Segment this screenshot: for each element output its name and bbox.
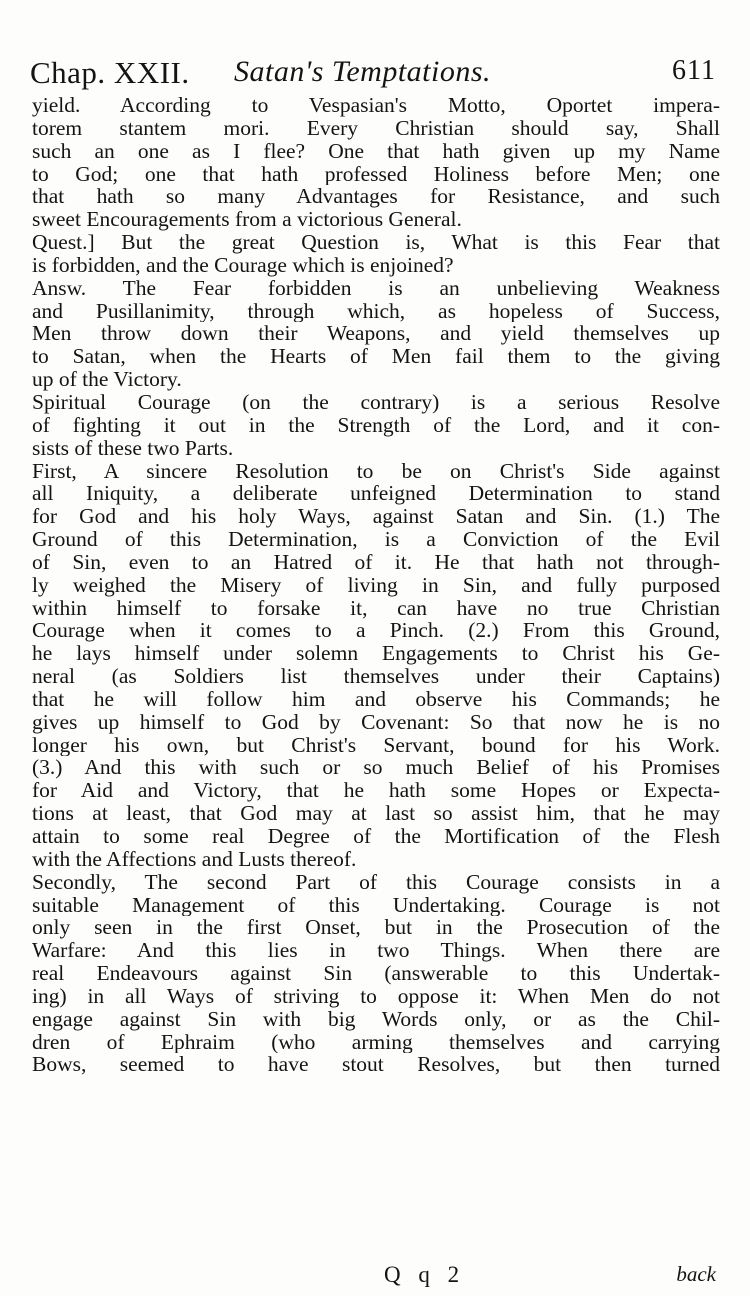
- text-line: for God and his holy Ways, against Satan and Sin. (1.) The: [32, 505, 720, 529]
- text-line: that he will follow him and observe his Commands; he: [32, 687, 720, 711]
- page-number: 611: [672, 55, 716, 86]
- text-line: yield. According to Vespasian's Motto, Oportet impera-: [32, 94, 720, 117]
- text-line: engage against Sin with big Words only, or as the Chil-: [32, 1007, 720, 1031]
- text-line: ing) in all Ways of striving to oppose it: When Men do not: [32, 984, 720, 1008]
- text-line: attain to some real Degree of the Mortification of the Flesh: [32, 825, 720, 848]
- text-line: only seen in the first Onset, but in the Prosecution of the: [32, 916, 720, 940]
- text-line: Ground of this Determination, is a Conviction of the Evil: [32, 528, 720, 551]
- signature-mark: Q q 2: [384, 1262, 466, 1287]
- text-line: suitable Management of this Undertaking. Courage is not: [32, 893, 720, 917]
- running-title: Satan's Temptations.: [234, 55, 492, 88]
- text-line: longer his own, but Christ's Servant, bound for his Work.: [32, 733, 720, 757]
- text-line: Secondly, The second Part of this Courage consists in a: [32, 870, 720, 894]
- text-line: real Endeavours against Sin (answerable to this Undertak-: [32, 962, 720, 985]
- text-line: Men throw down their Weapons, and yield themselves up: [32, 322, 720, 346]
- text-line: (3.) And this with such or so much Belief of his Promises: [32, 756, 720, 780]
- catchword: back: [676, 1262, 716, 1286]
- page-footer: [32, 1262, 720, 1292]
- text-line: Spiritual Courage (on the contrary) is a serious Resolve: [32, 390, 720, 414]
- chapter-heading: Chap. XXII.: [30, 55, 190, 90]
- text-line: of Sin, even to an Hatred of it. He that hath not through-: [32, 550, 720, 574]
- text-line: for Aid and Victory, that he hath some Hopes or Expecta-: [32, 779, 720, 803]
- text-line: and Pusillanimity, through which, as hopeless of Success,: [32, 299, 720, 323]
- text-line: Answ. The Fear forbidden is an unbelieving Weakness: [32, 276, 720, 300]
- text-line: such an one as I flee? One that hath given up my Name: [32, 139, 720, 163]
- text-line: sweet Encouragements from a victorious General.: [32, 208, 462, 232]
- text-line: within himself to forsake it, can have no true Christian: [32, 596, 720, 620]
- text-line: up of the Victory.: [32, 368, 182, 391]
- text-line: is forbidden, and the Courage which is enjoined?: [32, 253, 454, 277]
- text-line: all Iniquity, a deliberate unfeigned Determination to stand: [32, 482, 720, 506]
- text-line: sists of these two Parts.: [32, 436, 234, 460]
- text-line: Quest.] But the great Question is, What is this Fear that: [32, 231, 720, 254]
- text-line: Bows, seemed to have stout Resolves, but then turned: [32, 1053, 720, 1077]
- text-line: to God; one that hath professed Holiness before Men; one: [32, 162, 720, 186]
- text-line: tions at least, that God may at last so assist him, that he may: [32, 802, 720, 825]
- text-line: that hath so many Advantages for Resistance, and such: [32, 185, 720, 209]
- text-line: Warfare: And this lies in two Things. When there are: [32, 939, 720, 963]
- text-line: gives up himself to God by Covenant: So that now he is no: [32, 710, 720, 734]
- text-line: to Satan, when the Hearts of Men fail them to the giving: [32, 345, 720, 369]
- text-line: neral (as Soldiers list themselves under their Captains): [32, 665, 720, 688]
- running-header: [30, 55, 716, 95]
- text-line: he lays himself under solemn Engagements to Christ his Ge-: [32, 642, 720, 666]
- text-body: [32, 94, 720, 1076]
- text-line: ly weighed the Misery of living in Sin, and fully purposed: [32, 573, 720, 597]
- text-line: First, A sincere Resolution to be on Christ's Side against: [32, 459, 720, 483]
- text-line: torem stantem mori. Every Christian should say, Shall: [32, 116, 720, 140]
- text-line: of fighting it out in the Strength of the Lord, and it con-: [32, 413, 720, 437]
- text-line: Courage when it comes to a Pinch. (2.) From this Ground,: [32, 619, 720, 643]
- text-line: with the Affections and Lusts thereof.: [32, 847, 357, 871]
- text-line: dren of Ephraim (who arming themselves and carrying: [32, 1030, 720, 1054]
